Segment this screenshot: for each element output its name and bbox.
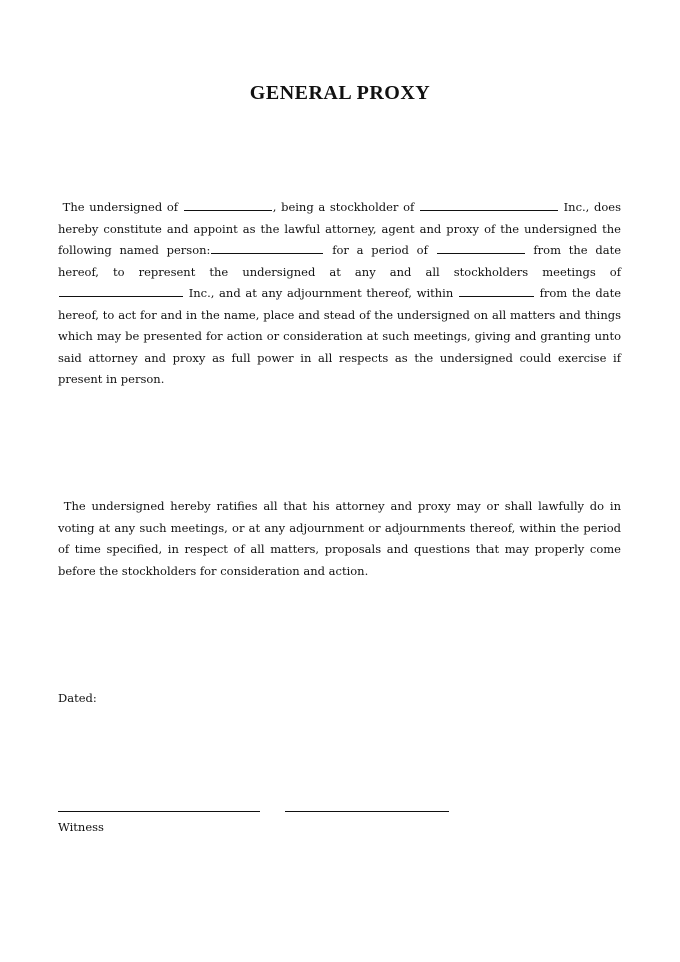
- dated-label: Dated:: [58, 691, 97, 705]
- proxy-person-blank[interactable]: [211, 240, 323, 254]
- ratification-paragraph: The undersigned hereby ratifies all that his attorney and proxy may or shall lawfully do in voting at any such meetings, or at any adjournment or adjournments thereof, within the period of time specified, in respect of all matters, proposals and questions that may properly come before the stockholders for consideration and action.: [58, 499, 621, 578]
- paragraph1-text-1: The undersigned of: [58, 200, 179, 214]
- paragraph1-text-6: Inc., and at any adjournment thereof, within: [188, 286, 454, 300]
- document-title: GENERAL PROXY: [249, 82, 431, 104]
- paragraph1-text-2: , being a stockholder of: [272, 200, 415, 214]
- second-signature-line[interactable]: [285, 811, 449, 812]
- company-name-blank[interactable]: [420, 197, 558, 211]
- paragraph1-text-3: Inc., does hereby constitute and appoint as the lawful attorney, agent and proxy of the undersigned the following named person:: [58, 200, 621, 257]
- period-blank[interactable]: [437, 240, 525, 254]
- stockholder-name-blank[interactable]: [184, 197, 272, 211]
- meeting-company-blank[interactable]: [59, 283, 183, 297]
- witness-signature-line[interactable]: [58, 811, 260, 812]
- paragraph1-text-4: for a period of: [332, 243, 428, 257]
- paragraph1-text-7: from the date hereof, to act for and in the name, place and stead of the undersigned on all matters and things which may be presented for action or consideration at such meetings, giving and granting unto said attorney and proxy as full power in all respects as the undersigned could exercise if present in person.: [58, 286, 622, 386]
- within-period-blank[interactable]: [459, 283, 534, 297]
- proxy-appointment-paragraph: [58, 197, 621, 391]
- paragraph1-text-5: from the date hereof, to represent the undersigned at any and all stockholders meetings of: [58, 243, 622, 279]
- witness-label: Witness: [58, 820, 104, 834]
